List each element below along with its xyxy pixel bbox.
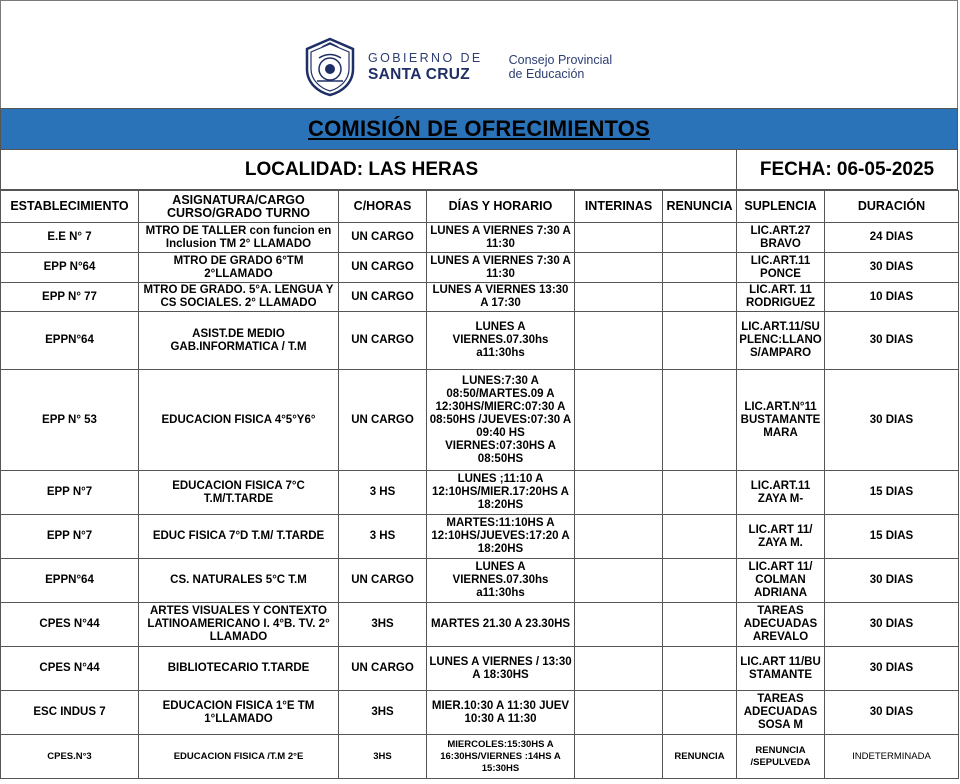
gov-line2: SANTA CRUZ: [368, 66, 471, 83]
cell-renuncia: [663, 253, 737, 283]
cell-horas: UN CARGO: [339, 223, 427, 253]
cell-interinas: [575, 691, 663, 735]
cell-duracion: 30 DIAS: [825, 253, 959, 283]
cell-asignatura: EDUCACION FISICA /T.M 2°E: [139, 735, 339, 779]
cell-renuncia: [663, 312, 737, 370]
header-asignatura: ASIGNATURA/CARGO CURSO/GRADO TURNO: [139, 191, 339, 223]
document-title: COMISIÓN DE OFRECIMIENTOS: [308, 116, 650, 141]
cell-renuncia: [663, 559, 737, 603]
cell-horas: UN CARGO: [339, 312, 427, 370]
cell-duracion: 24 DIAS: [825, 223, 959, 253]
cell-horario: LUNES A VIERNES.07.30hs a11:30hs: [427, 559, 575, 603]
table-row: [1, 735, 959, 779]
header-establecimiento: ESTABLECIMIENTO: [1, 191, 139, 223]
table-row: [1, 283, 959, 312]
cell-interinas: [575, 312, 663, 370]
cell-asignatura: MTRO DE TALLER con funcion en Inclusion TM 2° LLAMADO: [139, 223, 339, 253]
cell-interinas: [575, 735, 663, 779]
cell-interinas: [575, 370, 663, 471]
table-row: [1, 559, 959, 603]
cell-duracion: 15 DIAS: [825, 515, 959, 559]
cell-renuncia: [663, 471, 737, 515]
cell-duracion: 30 DIAS: [825, 603, 959, 647]
header-horario: DÍAS Y HORARIO: [427, 191, 575, 223]
location-date-row: [0, 150, 958, 190]
cell-duracion: INDETERMINADA: [825, 735, 959, 779]
cell-establecimiento: EPPN°64: [1, 312, 139, 370]
cell-horas: 3HS: [339, 735, 427, 779]
cell-renuncia: [663, 515, 737, 559]
cell-suplencia: LIC.ART.11/SUPLENC:LLANOS/AMPARO: [737, 312, 825, 370]
cell-duracion: 30 DIAS: [825, 370, 959, 471]
cell-horario: LUNES ;11:10 A 12:10HS/MIER.17:20HS A 18:20HS: [427, 471, 575, 515]
cell-interinas: [575, 253, 663, 283]
cell-establecimiento: E.E N° 7: [1, 223, 139, 253]
document-header: [0, 0, 958, 108]
cell-duracion: 15 DIAS: [825, 471, 959, 515]
cell-asignatura: CS. NATURALES 5°C T.M: [139, 559, 339, 603]
table-row: [1, 223, 959, 253]
cell-asignatura: BIBLIOTECARIO T.TARDE: [139, 647, 339, 691]
cell-renuncia: [663, 223, 737, 253]
cell-interinas: [575, 559, 663, 603]
cell-horario: LUNES A VIERNES.07.30hs a11:30hs: [427, 312, 575, 370]
cell-horas: UN CARGO: [339, 253, 427, 283]
cell-duracion: 30 DIAS: [825, 691, 959, 735]
cell-horas: 3HS: [339, 603, 427, 647]
cell-suplencia: LIC.ART.11 PONCE: [737, 253, 825, 283]
cell-asignatura: EDUC FISICA 7°D T.M/ T.TARDE: [139, 515, 339, 559]
header-duracion: DURACIÓN: [825, 191, 959, 223]
table-row: [1, 370, 959, 471]
cell-horario: MIERCOLES:15:30HS A 16:30HS/VIERNES :14HS A 15:30HS: [427, 735, 575, 779]
offerings-table: [0, 190, 959, 779]
table-row: [1, 471, 959, 515]
gov-line1: GOBIERNO DE: [368, 50, 483, 65]
cell-interinas: [575, 603, 663, 647]
cell-establecimiento: CPES N°44: [1, 647, 139, 691]
cell-horas: UN CARGO: [339, 559, 427, 603]
cell-renuncia: [663, 603, 737, 647]
cell-duracion: 30 DIAS: [825, 312, 959, 370]
cell-horario: LUNES A VIERNES / 13:30 A 18:30HS: [427, 647, 575, 691]
cell-horario: LUNES A VIERNES 13:30 A 17:30: [427, 283, 575, 312]
cell-renuncia: RENUNCIA: [663, 735, 737, 779]
cell-suplencia: LIC.ART 11/BUSTAMANTE: [737, 647, 825, 691]
cell-renuncia: [663, 283, 737, 312]
cell-suplencia: TAREAS ADECUADAS SOSA M: [737, 691, 825, 735]
cell-asignatura: MTRO DE GRADO 6°TM 2°LLAMADO: [139, 253, 339, 283]
cell-horario: MIER.10:30 A 11:30 JUEV 10:30 A 11:30: [427, 691, 575, 735]
cell-suplencia: RENUNCIA /SEPULVEDA: [737, 735, 825, 779]
cell-establecimiento: EPP N°64: [1, 253, 139, 283]
title-bar: [0, 108, 958, 150]
government-name: [368, 52, 483, 83]
cell-suplencia: LIC.ART 11/ ZAYA M.: [737, 515, 825, 559]
table-row: [1, 253, 959, 283]
cell-suplencia: LIC.ART. 11 RODRIGUEZ: [737, 283, 825, 312]
cell-interinas: [575, 471, 663, 515]
cell-establecimiento: EPP N°7: [1, 471, 139, 515]
cell-establecimiento: EPP N° 77: [1, 283, 139, 312]
table-header-row: [1, 191, 959, 223]
cell-horario: MARTES 21.30 A 23.30HS: [427, 603, 575, 647]
cell-suplencia: LIC.ART.11 ZAYA M-: [737, 471, 825, 515]
cell-renuncia: [663, 647, 737, 691]
cell-establecimiento: EPPN°64: [1, 559, 139, 603]
consejo-line1: Consejo Provincial: [508, 53, 613, 67]
localidad-label: LOCALIDAD: LAS HERAS: [1, 150, 737, 189]
header-suplencia: SUPLENCIA: [737, 191, 825, 223]
cell-horas: UN CARGO: [339, 283, 427, 312]
cell-horario: MARTES:11:10HS A 12:10HS/JUEVES:17:20 A 18:20HS: [427, 515, 575, 559]
cell-horario: LUNES A VIERNES 7:30 A 11:30: [427, 223, 575, 253]
fecha-label: FECHA: 06-05-2025: [759, 158, 935, 180]
cell-renuncia: [663, 370, 737, 471]
cell-horario: LUNES A VIERNES 7:30 A 11:30: [427, 253, 575, 283]
cell-duracion: 30 DIAS: [825, 647, 959, 691]
cell-suplencia: LIC.ART.N°11 BUSTAMANTE MARA: [737, 370, 825, 471]
header-interinas: INTERINAS: [575, 191, 663, 223]
table-row: [1, 691, 959, 735]
cell-establecimiento: EPP N°7: [1, 515, 139, 559]
cell-establecimiento: CPES N°44: [1, 603, 139, 647]
cell-duracion: 10 DIAS: [825, 283, 959, 312]
table-row: [1, 603, 959, 647]
cell-renuncia: [663, 691, 737, 735]
cell-asignatura: EDUCACION FISICA 7°C T.M/T.TARDE: [139, 471, 339, 515]
cell-horas: UN CARGO: [339, 647, 427, 691]
consejo-line2: de Educación: [508, 67, 585, 81]
cell-horario: LUNES:7:30 A 08:50/MARTES.09 A 12:30HS/MIERC:07:30 A 08:50HS /JUEVES:07:30 A 09:40 HS VIERNES:07:30HS A 08:50HS: [427, 370, 575, 471]
table-row: [1, 647, 959, 691]
cell-establecimiento: ESC INDUS 7: [1, 691, 139, 735]
cell-interinas: [575, 515, 663, 559]
cell-suplencia: LIC.ART.27 BRAVO: [737, 223, 825, 253]
government-logo: [304, 36, 612, 98]
cell-horas: 3HS: [339, 691, 427, 735]
table-row: [1, 312, 959, 370]
cell-asignatura: EDUCACION FISICA 4°5°Y6°: [139, 370, 339, 471]
cell-interinas: [575, 283, 663, 312]
cell-asignatura: ARTES VISUALES Y CONTEXTO LATINOAMERICANO I. 4°B. TV. 2° LLAMADO: [139, 603, 339, 647]
cell-horas: UN CARGO: [339, 370, 427, 471]
consejo-name: [509, 53, 613, 81]
cell-asignatura: MTRO DE GRADO. 5°A. LENGUA Y CS SOCIALES. 2° LLAMADO: [139, 283, 339, 312]
cell-asignatura: EDUCACION FISICA 1°E TM 1°LLAMADO: [139, 691, 339, 735]
cell-horas: 3 HS: [339, 471, 427, 515]
cell-interinas: [575, 223, 663, 253]
cell-asignatura: ASIST.DE MEDIO GAB.INFORMATICA / T.M: [139, 312, 339, 370]
cell-interinas: [575, 647, 663, 691]
cell-duracion: 30 DIAS: [825, 559, 959, 603]
table-row: [1, 515, 959, 559]
header-renuncia: RENUNCIA: [663, 191, 737, 223]
cell-suplencia: LIC.ART 11/ COLMAN ADRIANA: [737, 559, 825, 603]
cell-establecimiento: EPP N° 53: [1, 370, 139, 471]
cell-suplencia: TAREAS ADECUADAS AREVALO: [737, 603, 825, 647]
cell-horas: 3 HS: [339, 515, 427, 559]
header-horas: C/HORAS: [339, 191, 427, 223]
provincial-seal-icon: [304, 37, 356, 97]
cell-establecimiento: CPES.N°3: [1, 735, 139, 779]
